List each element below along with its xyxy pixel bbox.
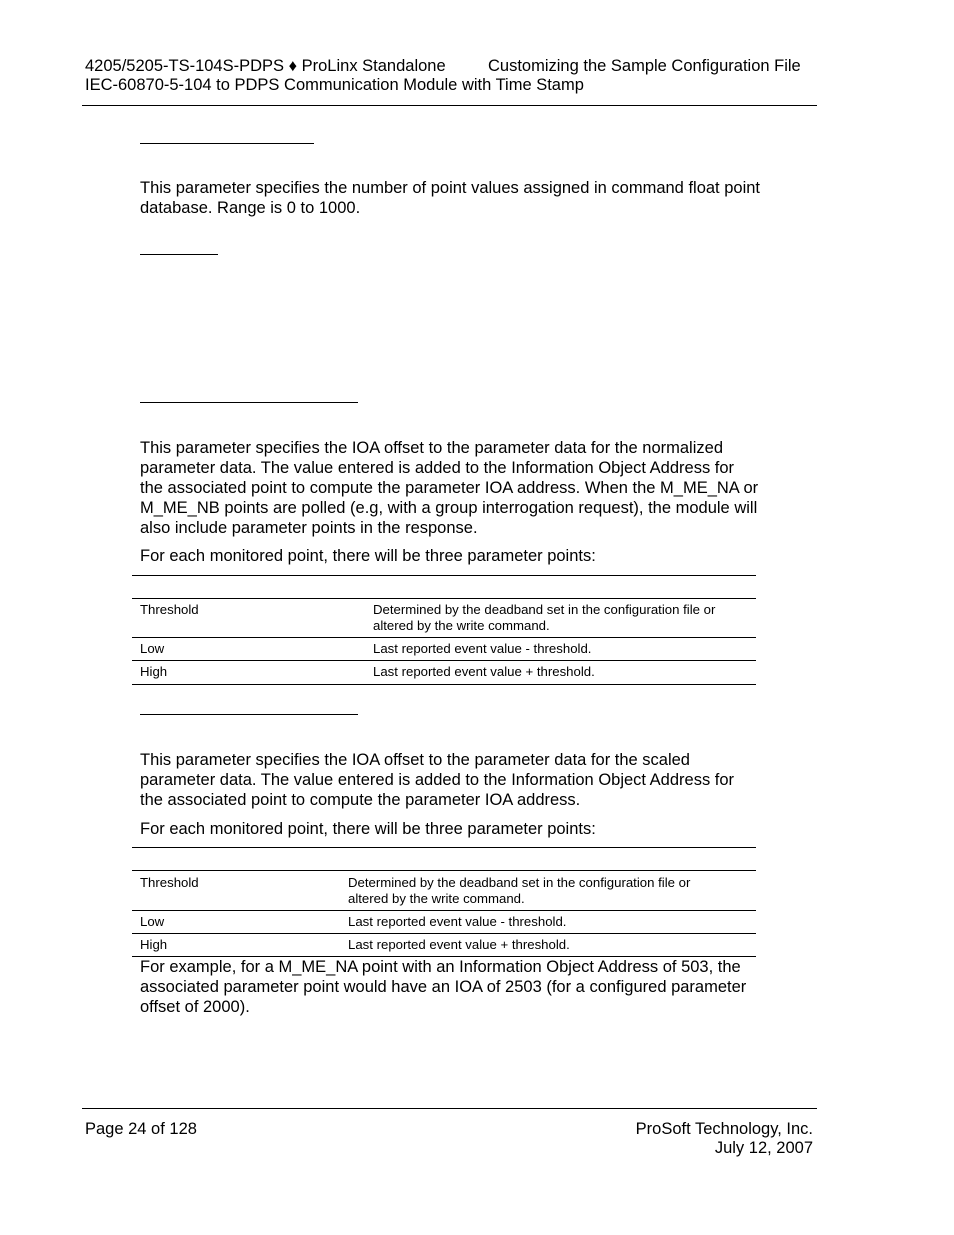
- table-header-row: [132, 847, 756, 871]
- table-row: [132, 871, 756, 911]
- parameter-heading-underline: [140, 254, 218, 255]
- parameter-heading-underline: [140, 714, 358, 715]
- table-header-row: [132, 575, 756, 599]
- float-points-description: This parameter specifies the number of point values assigned in command float point database. Range is 0 to 1000.: [140, 179, 760, 217]
- footer-divider: [82, 1108, 817, 1109]
- table-cell-name: High: [140, 937, 168, 952]
- page-number: Page 24 of 128: [85, 1120, 197, 1138]
- company-name: ProSoft Technology, Inc.: [635, 1120, 813, 1138]
- normalized-parameter-table: [132, 575, 756, 685]
- table-cell-name: Low: [140, 914, 165, 929]
- header-module-title: IEC-60870-5-104 to PDPS Communication Module with Time Stamp: [85, 76, 584, 94]
- table-cell-name: Threshold: [140, 875, 199, 890]
- normalized-description: This parameter specifies the IOA offset to the parameter data for the normalized parameter data. The value entered is added to the Information Object Address for the associated point to compute the parameter IOA address. When the M_ME_NA or M_ME_NB points are polled (e.g, with a group interrogation request), the module will also include parameter points in the response.: [140, 439, 759, 537]
- parameter-heading-underline: [140, 402, 358, 403]
- header-divider: [82, 105, 817, 106]
- scaled-description: This parameter specifies the IOA offset to the parameter data for the scaled parameter data. The value entered is added to the Information Object Address for the associated point to compute the parameter IOA address.: [140, 751, 735, 809]
- header-product-line: 4205/5205-TS-104S-PDPS ♦ ProLinx Standalone: [85, 57, 446, 75]
- scaled-parameter-table: [132, 847, 756, 957]
- table-row: [132, 661, 756, 685]
- table-cell-description: Last reported event value + threshold.: [373, 664, 595, 679]
- table-cell-description: Last reported event value - threshold.: [348, 914, 567, 929]
- table-row: [132, 638, 756, 661]
- parameter-heading-underline: [140, 143, 314, 144]
- table-row: [132, 911, 756, 934]
- table-row: [132, 599, 756, 638]
- document-date: July 12, 2007: [714, 1139, 813, 1157]
- table-cell-name: Low: [140, 641, 165, 656]
- table-cell-description: Last reported event value - threshold.: [373, 641, 592, 656]
- table-cell-description: Determined by the deadband set in the configuration file or altered by the write command.: [373, 602, 716, 633]
- example-paragraph: For example, for a M_ME_NA point with an Information Object Address of 503, the associated parameter point would have an IOA of 2503 (for a configured parameter offset of 2000).: [140, 958, 747, 1016]
- table-cell-name: Threshold: [140, 602, 199, 617]
- table-cell-description: Last reported event value + threshold.: [348, 937, 570, 952]
- table-row: [132, 934, 756, 957]
- table-cell-description: Determined by the deadband set in the configuration file or altered by the write command.: [348, 875, 691, 906]
- header-section-title: Customizing the Sample Configuration File: [488, 57, 801, 75]
- normalized-intro: For each monitored point, there will be three parameter points:: [140, 547, 596, 565]
- scaled-intro: For each monitored point, there will be three parameter points:: [140, 820, 596, 838]
- table-cell-name: High: [140, 664, 168, 679]
